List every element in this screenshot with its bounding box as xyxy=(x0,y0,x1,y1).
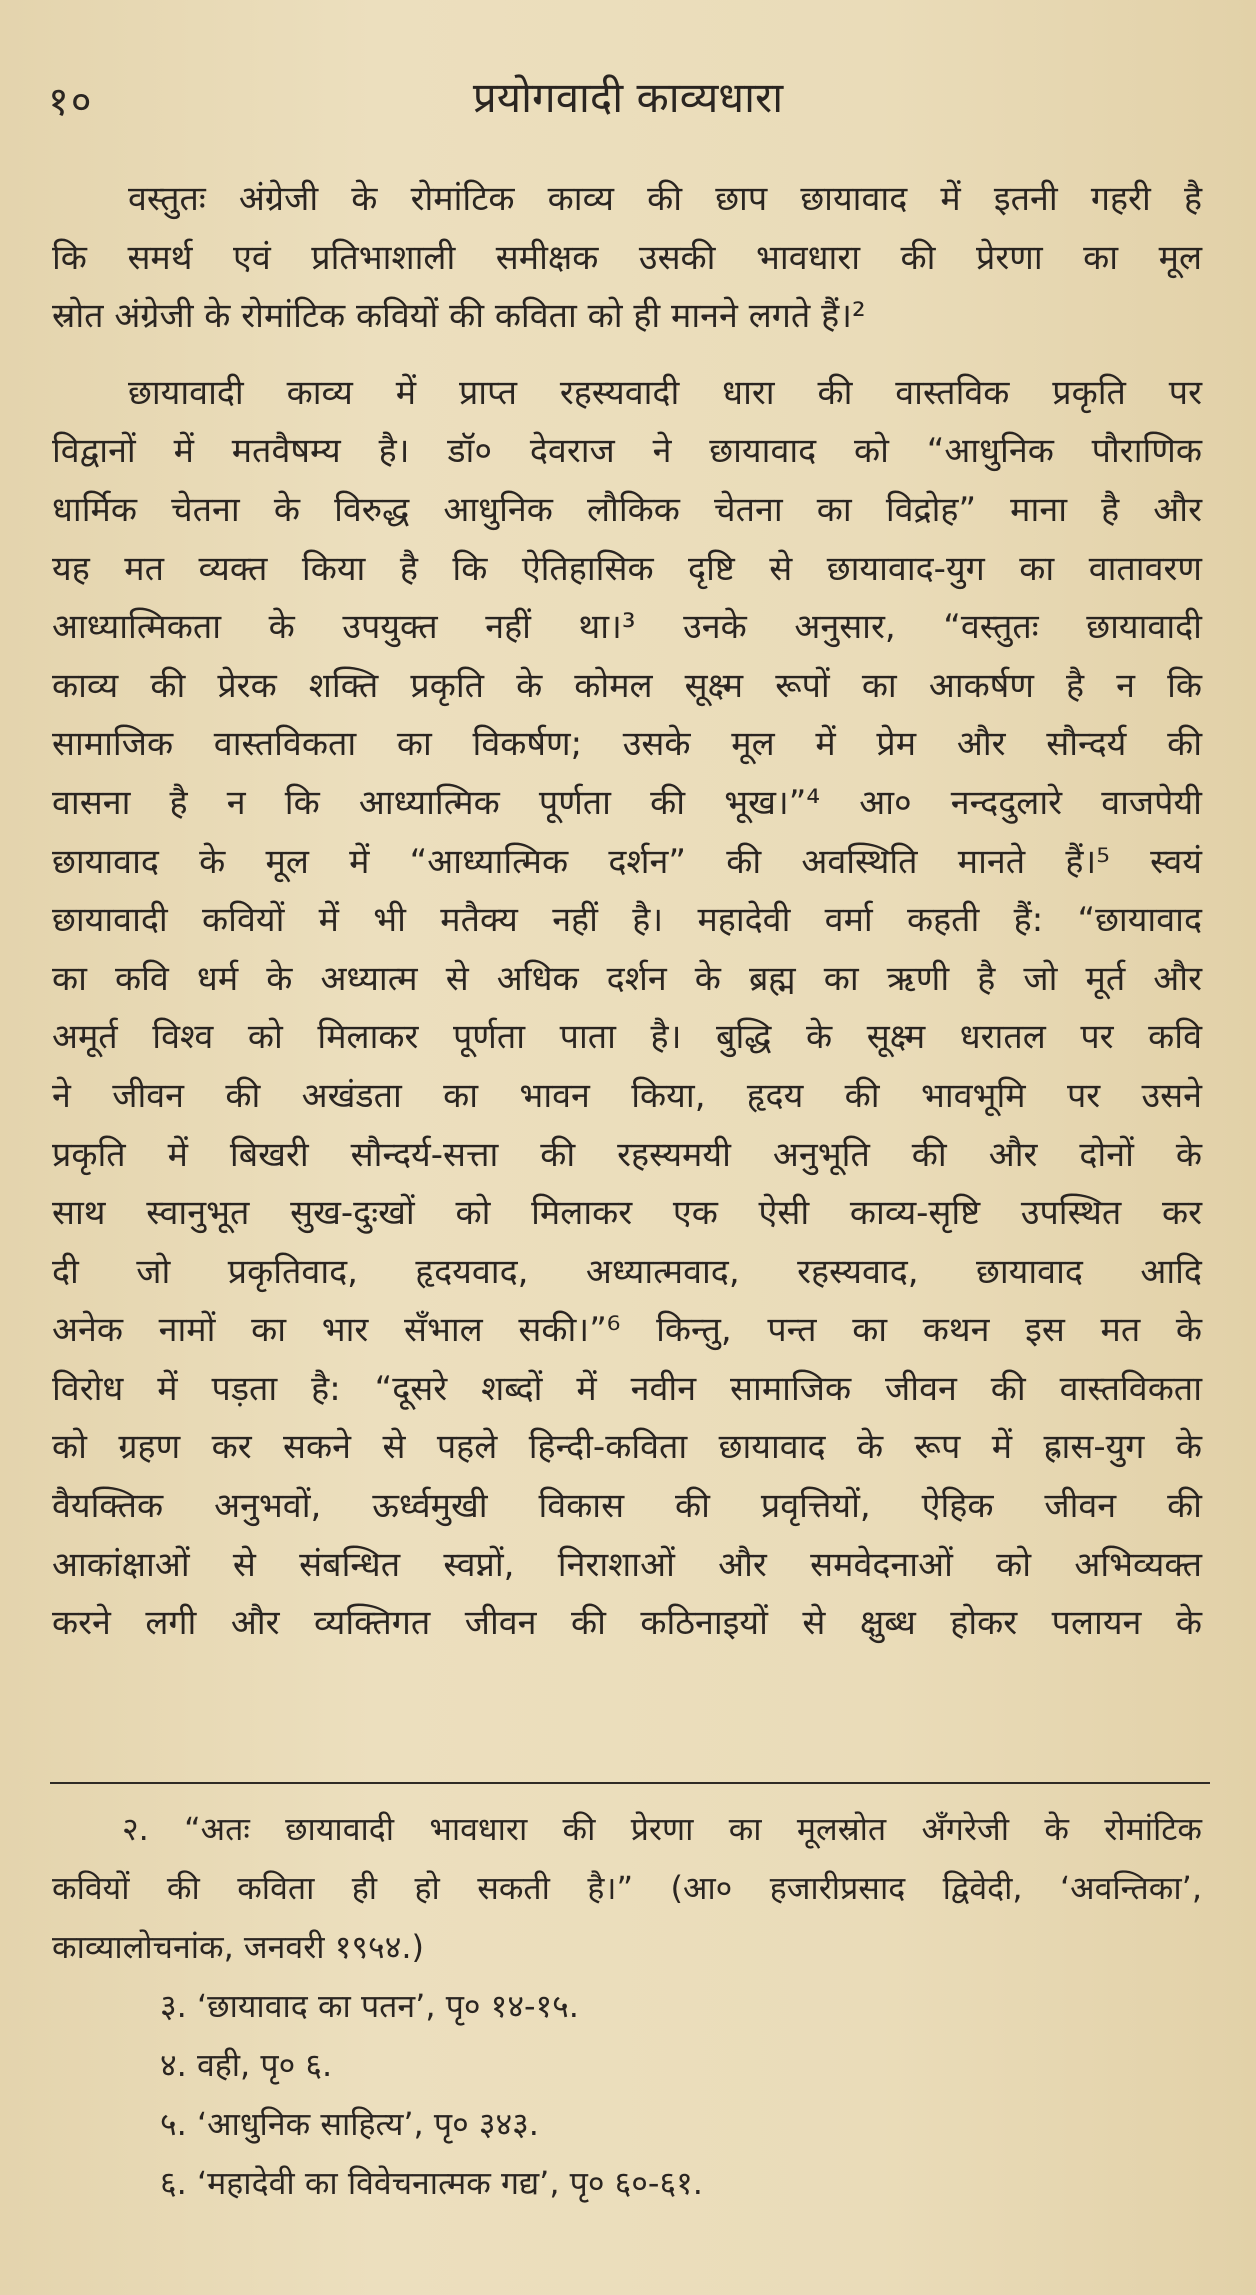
text-line: प्रकृति में बिखरी सौन्दर्य-सत्ता की रहस्यमयी अनुभूति की और दोनों के xyxy=(52,1134,1202,1175)
text-line: दी जो प्रकृतिवाद, हृदयवाद, अध्यात्मवाद, रहस्यवाद, छायावाद आदि xyxy=(52,1251,1202,1292)
text-line: अमूर्त विश्व को मिलाकर पूर्णता पाता है। बुद्धि के सूक्ष्म धरातल पर कवि xyxy=(52,1017,1202,1058)
footnote-line: ६. ‘महादेवी का विवेचनात्मक गद्य’, पृ० ६०-६१. xyxy=(160,2164,703,2202)
text-line: कि समर्थ एवं प्रतिभाशाली समीक्षक उसकी भावधारा की प्रेरणा का मूल xyxy=(52,237,1202,278)
text-line: धार्मिक चेतना के विरुद्ध आधुनिक लौकिक चेतना का विद्रोह” माना है और xyxy=(52,489,1202,530)
footnote-line: ५. ‘आधुनिक साहित्य’, पृ० ३४३. xyxy=(160,2105,539,2143)
text-line: अनेक नामों का भार सँभाल सकी।”⁶ किन्तु, पन्त का कथन इस मत के xyxy=(52,1310,1202,1351)
text-line: छायावादी काव्य में प्राप्त रहस्यवादी धारा की वास्तविक प्रकृति पर xyxy=(128,372,1202,413)
footnotes xyxy=(52,1800,1202,2213)
text-line: छायावाद के मूल में “आध्यात्मिक दर्शन” की अवस्थिति मानते हैं।⁵ स्वयं xyxy=(52,841,1202,882)
text-line: विरोध में पड़ता है: “दूसरे शब्दों में नवीन सामाजिक जीवन की वास्तविकता xyxy=(52,1368,1202,1409)
footnote-line: कवियों की कविता ही हो सकती है।” (आ० हजारीप्रसाद द्विवेदी, ‘अवन्तिका’, xyxy=(52,1869,1202,1907)
text-line: यह मत व्यक्त किया है कि ऐतिहासिक दृष्टि से छायावाद-युग का वातावरण xyxy=(52,548,1202,589)
footnote-line: काव्यालोचनांक, जनवरी १९५४.) xyxy=(52,1928,424,1966)
text-line: ने जीवन की अखंडता का भावन किया, हृदय की भावभूमि पर उसने xyxy=(52,1075,1202,1116)
main-text xyxy=(52,170,1202,1653)
text-line: वासना है न कि आध्यात्मिक पूर्णता की भूख।”⁴ आ० नन्ददुलारे वाजपेयी xyxy=(52,782,1202,823)
running-title: प्रयोगवादी काव्यधारा xyxy=(472,73,784,122)
text-line: वस्तुतः अंग्रेजी के रोमांटिक काव्य की छाप छायावाद में इतनी गहरी है xyxy=(128,179,1202,219)
text-line: आध्यात्मिकता के उपयुक्त नहीं था।³ उनके अनुसार, “वस्तुतः छायावादी xyxy=(52,607,1202,648)
text-line: वैयक्तिक अनुभवों, ऊर्ध्वमुखी विकास की प्रवृत्तियों, ऐहिक जीवन की xyxy=(52,1486,1202,1527)
text-line: विद्वानों में मतवैषम्य है। डॉ० देवराज ने छायावाद को “आधुनिक पौराणिक xyxy=(52,431,1202,472)
footnote-line: २. “अतः छायावादी भावधारा की प्रेरणा का मूलस्रोत अँगरेजी के रोमांटिक xyxy=(122,1810,1202,1848)
text-line: काव्य की प्रेरक शक्ति प्रकृति के कोमल सूक्ष्म रूपों का आकर्षण है न कि xyxy=(52,665,1202,706)
footnote-line: ३. ‘छायावाद का पतन’, पृ० १४-१५. xyxy=(160,1987,579,2025)
text-line: छायावादी कवियों में भी मतैक्य नहीं है। महादेवी वर्मा कहती हैं: “छायावाद xyxy=(52,900,1202,941)
page-number: १० xyxy=(48,79,94,125)
text-line: सामाजिक वास्तविकता का विकर्षण; उसके मूल में प्रेम और सौन्दर्य की xyxy=(52,724,1202,765)
footnote-divider xyxy=(50,1782,1210,1784)
text-line: स्रोत अंग्रेजी के रोमांटिक कवियों की कविता को ही मानने लगते हैं।² xyxy=(52,296,866,337)
text-line: का कवि धर्म के अध्यात्म से अधिक दर्शन के ब्रह्म का ऋणी है जो मूर्त और xyxy=(52,958,1202,999)
text-line: आकांक्षाओं से संबन्धित स्वप्नों, निराशाओं और समवेदनाओं को अभिव्यक्त xyxy=(52,1544,1202,1585)
text-line: साथ स्वानुभूत सुख-दुःखों को मिलाकर एक ऐसी काव्य-सृष्टि उपस्थित कर xyxy=(52,1193,1202,1234)
footnote-line: ४. वही, पृ० ६. xyxy=(160,2046,333,2084)
text-line: को ग्रहण कर सकने से पहले हिन्दी-कविता छायावाद के रूप में ह्रास-युग के xyxy=(52,1427,1202,1468)
text-line: करने लगी और व्यक्तिगत जीवन की कठिनाइयों से क्षुब्ध होकर पलायन के xyxy=(52,1603,1202,1644)
